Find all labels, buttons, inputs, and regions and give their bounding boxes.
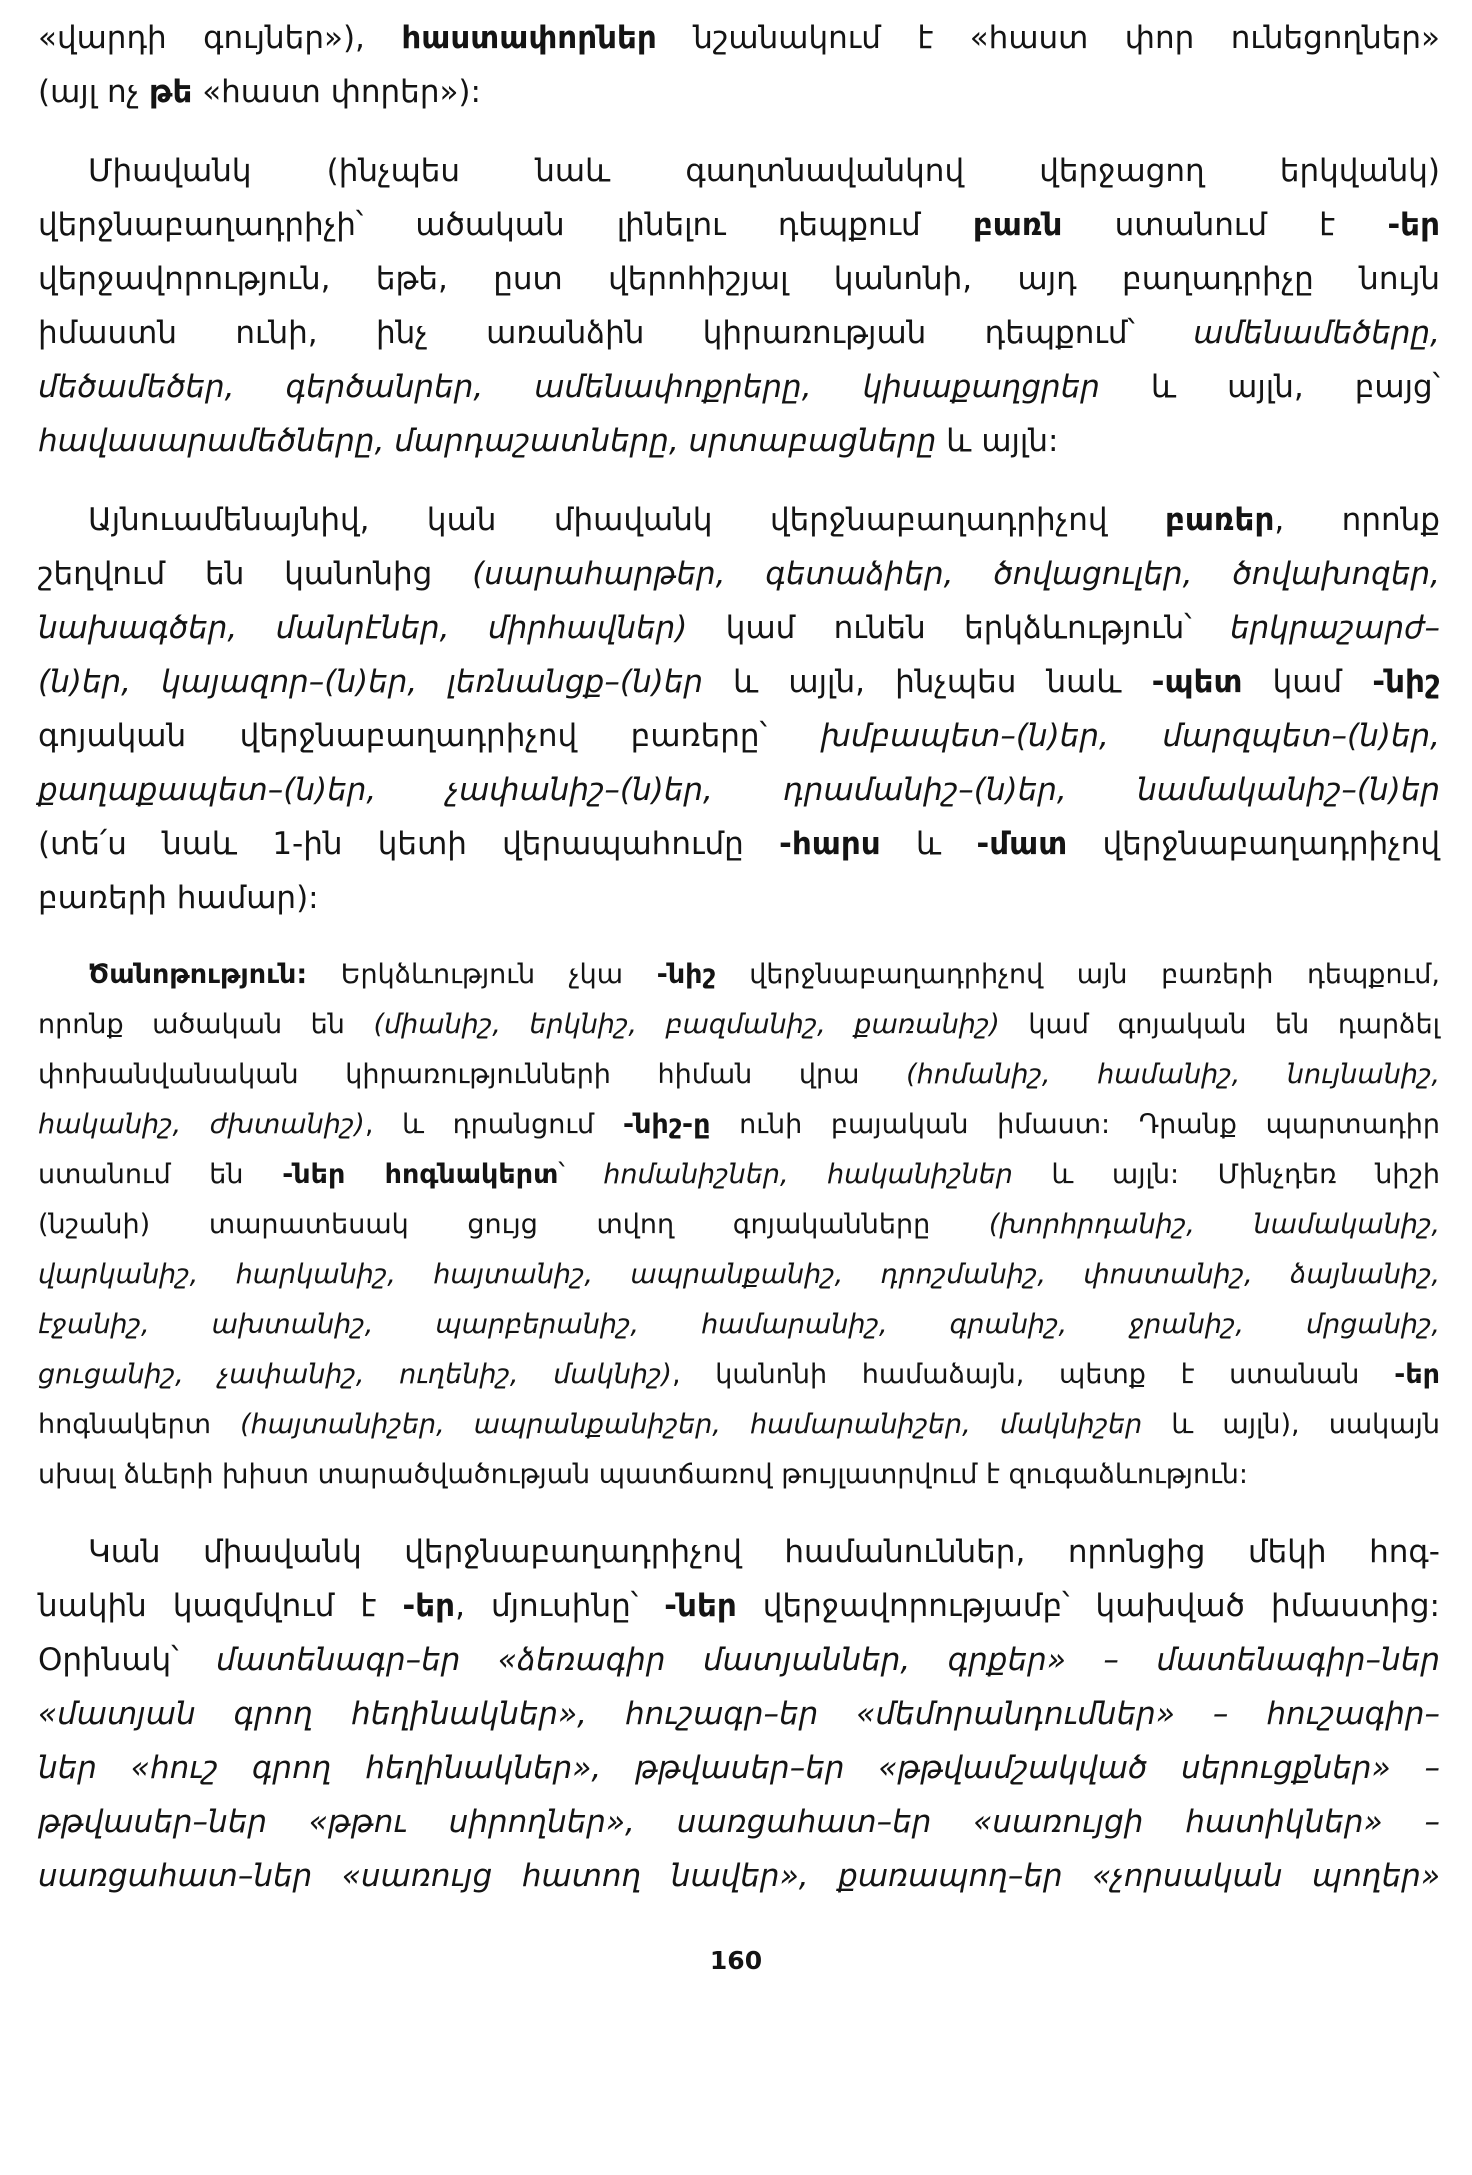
- text-line: [38, 1687, 1440, 1741]
- paragraph: [38, 144, 1440, 468]
- text-run: և: [880, 826, 977, 862]
- text-line: [38, 1849, 1440, 1903]
- bold-text: բառեր: [1164, 502, 1275, 538]
- text-line: [38, 1795, 1440, 1849]
- text-line: [38, 1450, 1440, 1500]
- text-run: , կանոնի համաձայն, պետք է ստանան: [671, 1359, 1395, 1390]
- text-line: [38, 601, 1440, 655]
- italic-text: մեծամեծեր, գերծանրեր, ամենափոքրերը, կիսաքաղցրեր: [38, 369, 1100, 405]
- text-line: [38, 1579, 1440, 1633]
- italic-text: (ն)եր, կայազոր–(ն)եր, լեռնանցք–(ն)եր: [38, 664, 704, 700]
- text-run: Օրինակ՝: [38, 1642, 217, 1678]
- text-line: [38, 360, 1440, 414]
- text-run: Միավանկ (ինչպես նաև գաղտնավանկով վերջացող երկվանկ): [88, 153, 1440, 189]
- text-run: ՝: [558, 1159, 604, 1190]
- bold-text: հաստափորներ: [401, 20, 657, 56]
- bold-text: բառն: [972, 207, 1063, 243]
- text-line: [38, 414, 1440, 468]
- text-run: (նշանի) տարատեսակ ցույց տվող գոյականները: [38, 1209, 989, 1240]
- text-run: որոնք ածական են: [38, 1009, 374, 1040]
- italic-text: (սարահարթեր, գետաձիեր, ծովացուլեր, ծովախոզեր,: [472, 556, 1440, 592]
- bold-text: -ներ հոգնակերտ: [282, 1159, 559, 1190]
- italic-text: ամենամեծերը,: [1193, 315, 1440, 351]
- italic-text: ցուցանիշ, չափանիշ, ուղենիշ, մակնիշ): [38, 1359, 672, 1390]
- paragraph: [38, 493, 1440, 925]
- italic-text: հոմանիշներ, հականիշներ: [603, 1159, 1013, 1190]
- text-run: բառերի համար):: [38, 880, 319, 916]
- italic-text: «մատյան գրող հեղինակներ», հուշագր–եր «մեմորանդումներ» – հուշագիր–: [38, 1696, 1440, 1732]
- text-run: «վարդի գույներ»),: [38, 20, 402, 56]
- page-text: [38, 11, 1440, 1903]
- text-line: [38, 306, 1440, 360]
- italic-text: հավասարամեծները, մարդաշատները, սրտաբացները: [38, 423, 937, 459]
- italic-text: խմբապետ–(ն)եր, մարզպետ–(ն)եր,: [820, 718, 1441, 754]
- page-number: 160: [709, 1946, 763, 1975]
- bold-text: -մատ: [976, 826, 1068, 862]
- text-run: հոգնակերտ: [38, 1409, 241, 1440]
- italic-text: երկրաշարժ–: [1230, 610, 1440, 646]
- text-run: փոխանվանական կիրառությունների հիման վրա: [38, 1059, 907, 1090]
- text-run: , և դրանցում: [364, 1109, 623, 1140]
- bold-text: թե: [149, 74, 193, 110]
- bold-text: -նիշ-ը: [622, 1109, 711, 1140]
- text-run: , որոնք: [1274, 502, 1440, 538]
- text-line: [38, 1000, 1440, 1050]
- text-run: ստանում է: [1062, 207, 1388, 243]
- text-line: [38, 1100, 1440, 1150]
- bold-text: -եր: [1394, 1359, 1440, 1390]
- paragraph: [38, 1525, 1440, 1903]
- bold-text: -եր: [402, 1588, 456, 1624]
- text-run: և այլն: Մինչդեռ նիշի: [1012, 1159, 1440, 1190]
- text-line: [38, 1525, 1440, 1579]
- text-line: [38, 1050, 1440, 1100]
- text-run: , մյուսինը՝: [455, 1588, 665, 1624]
- text-line: [38, 547, 1440, 601]
- bold-text: Ծանոթություն:: [88, 959, 308, 990]
- text-run: Կան միավանկ վերջնաբաղադրիչով համանուններ, որոնցից մեկի հոգ-: [88, 1534, 1440, 1570]
- italic-text: էջանիշ, ախտանիշ, պարբերանիշ, համարանիշ, գրանիշ, ջրանիշ, մրցանիշ,: [38, 1309, 1440, 1340]
- text-run: կամ: [1242, 664, 1373, 700]
- italic-text: հականիշ, ժխտանիշ): [38, 1109, 365, 1140]
- italic-text: (միանիշ, երկնիշ, բազմանիշ, քառանիշ): [373, 1009, 1000, 1040]
- italic-text: քաղաքապետ–(ն)եր, չափանիշ–(ն)եր, դրամանիշ–(ն)եր, նամականիշ–(ն)եր: [38, 772, 1440, 808]
- text-line: [38, 144, 1440, 198]
- text-line: [38, 871, 1440, 925]
- text-run: սխալ ձևերի խիստ տարածվածության պատճառով թույլատրվում է զուգաձևություն:: [38, 1459, 1249, 1490]
- text-line: [38, 1200, 1440, 1250]
- text-run: գոյական վերջնաբաղադրիչով բառերը՝: [38, 718, 821, 754]
- bold-text: -նիշ: [656, 959, 716, 990]
- note-paragraph: [38, 950, 1440, 1500]
- text-run: կամ գոյական են դարձել: [999, 1009, 1441, 1040]
- text-run: վերջնաբաղադրիչով այն բառերի դեպքում,: [715, 959, 1440, 990]
- text-run: և այլն, բայց՝: [1099, 369, 1441, 405]
- text-run: և այլն:: [936, 423, 1059, 459]
- italic-text: թթվասեր–ներ «թթու սիրողներ», սառցահատ–եր «սառույցի հատիկներ» –: [38, 1804, 1440, 1840]
- text-run: իմաստն ունի, ինչ առանձին կիրառության դեպքում՝: [38, 315, 1194, 351]
- bold-text: -ներ: [664, 1588, 737, 1624]
- text-run: ունի բայական իմաստ: Դրանք պարտադիր: [710, 1109, 1441, 1140]
- text-line: [38, 1350, 1440, 1400]
- italic-text: (հայտանիշեր, ապրանքանիշեր, համարանիշեր, մակնիշեր: [240, 1409, 1143, 1440]
- text-run: ստանում են: [38, 1159, 283, 1190]
- text-run: Երկձևություն չկա: [307, 959, 657, 990]
- text-run: նակին կազմվում է: [38, 1588, 403, 1624]
- italic-text: մատենագր–եր «ձեռագիր մատյաններ, գրքեր» – մատենագիր–ներ: [216, 1642, 1440, 1678]
- text-run: նշանակում է «հաստ փոր ունեցողներ»: [656, 20, 1440, 56]
- text-line: [38, 11, 1440, 65]
- text-line: [38, 655, 1440, 709]
- text-line: [38, 1250, 1440, 1300]
- bold-text: -պետ: [1151, 664, 1243, 700]
- italic-text: (խորհրդանիշ, նամականիշ,: [988, 1209, 1440, 1240]
- text-line: [38, 763, 1440, 817]
- text-run: «հաստ փորեր»):: [192, 74, 481, 110]
- italic-text: սառցահատ–ներ «սառույց հատող նավեր», քառապող–եր «չորսական պողեր»: [38, 1858, 1440, 1894]
- text-line: [38, 1400, 1440, 1450]
- italic-text: ներ «հուշ գրող հեղինակներ», թթվասեր–եր «թթվամշակված սերուցքներ» –: [38, 1750, 1440, 1786]
- text-run: և այլն), սակայն: [1142, 1409, 1440, 1440]
- text-line: [38, 1300, 1440, 1350]
- text-line: [38, 493, 1440, 547]
- text-run: Այնուամենայնիվ, կան միավանկ վերջնաբաղադրիչով: [88, 502, 1165, 538]
- bold-text: -նիշ: [1372, 664, 1440, 700]
- text-run: վերջնաբաղադրիչով: [1067, 826, 1440, 862]
- text-line: [38, 252, 1440, 306]
- text-run: և այլն, ինչպես նաև: [703, 664, 1152, 700]
- text-line: [38, 1633, 1440, 1687]
- text-run: կամ ունեն երկձևություն՝: [687, 610, 1231, 646]
- bold-text: -եր: [1387, 207, 1440, 243]
- text-run: վերջավորություն, եթե, ըստ վերոհիշյալ կանոնի, այդ բաղադրիչը նույն: [38, 261, 1440, 297]
- text-line: [38, 1150, 1440, 1200]
- bold-text: -հարս: [779, 826, 881, 862]
- text-run: (այլ ոչ: [38, 74, 150, 110]
- text-line: [38, 1741, 1440, 1795]
- paragraph: [38, 11, 1440, 119]
- text-run: շեղվում են կանոնից: [38, 556, 473, 592]
- text-line: [38, 198, 1440, 252]
- text-line: [38, 709, 1440, 763]
- italic-text: նախագծեր, մանրէներ, միրհավներ): [38, 610, 688, 646]
- italic-text: (հոմանիշ, համանիշ, նույնանիշ,: [906, 1059, 1440, 1090]
- text-line: [38, 65, 1440, 119]
- italic-text: վարկանիշ, հարկանիշ, հայտանիշ, ապրանքանիշ, դրոշմանիշ, փոստանիշ, ձայնանիշ,: [38, 1259, 1440, 1290]
- text-line: [38, 950, 1440, 1000]
- text-line: [38, 817, 1440, 871]
- text-run: վերջնաբաղադրիչի՝ ածական լինելու դեպքում: [38, 207, 973, 243]
- text-run: վերջավորությամբ՝ կախված իմաստից:: [736, 1588, 1440, 1624]
- text-run: (տե՛ս նաև 1-ին կետի վերապահումը: [38, 826, 779, 862]
